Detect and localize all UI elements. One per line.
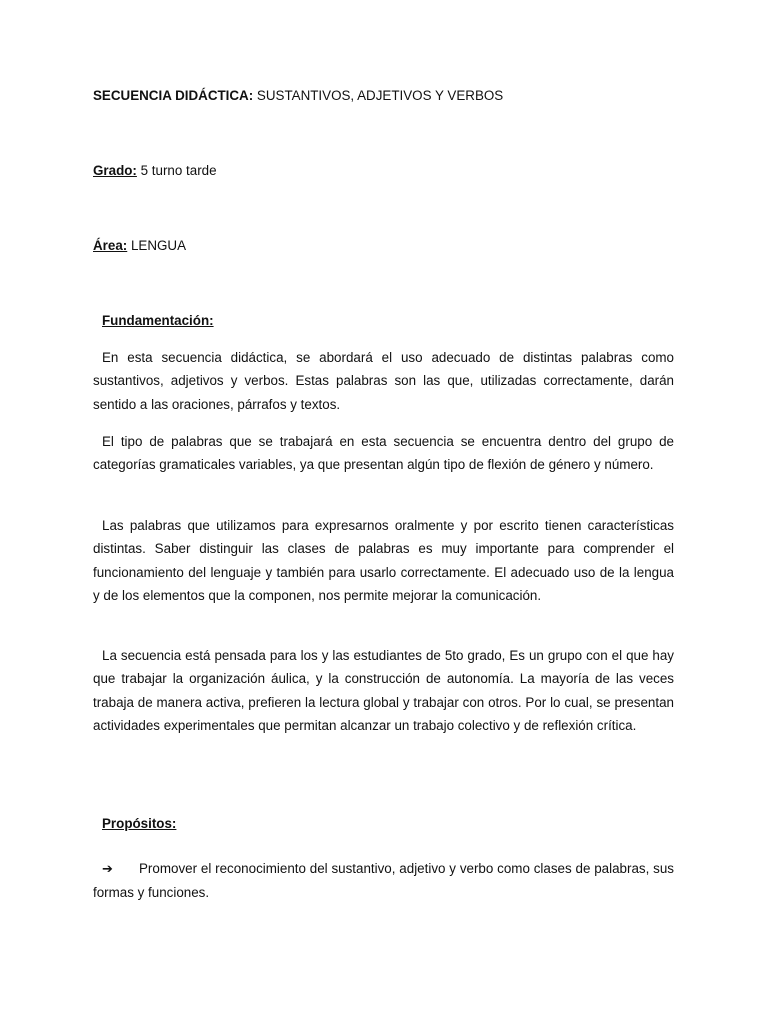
fundamentacion-paragraph-1: En esta secuencia didáctica, se abordará el uso adecuado de distintas palabras como sustantivos, adjetivos y verbos. Estas palabras son las que, utilizadas correctamente, darán sentido a las oraciones, párrafos y textos. (93, 350, 674, 412)
fundamentacion-heading: Fundamentación: (102, 313, 214, 328)
area-label: Área: (93, 238, 128, 253)
fundamentacion-paragraph-4: La secuencia está pensada para los y las estudiantes de 5to grado, Es un grupo con el que hay que trabajar la organización áulica, y la construcción de autonomía. La mayoría de las veces trabaja de manera activa, prefieren la lectura global y trabajar con otros. Por lo cual, se presentan actividades experimentales que permitan alcanzar un trabajo colectivo y de reflexión crítica. (93, 648, 674, 733)
title-value: SUSTANTIVOS, ADJETIVOS Y VERBOS (253, 88, 504, 103)
grado-line (93, 159, 217, 182)
fundamentacion-paragraph-2: El tipo de palabras que se trabajará en esta secuencia se encuentra dentro del grupo de categorías gramaticales variables, ya que presentan algún tipo de flexión de género y número. (93, 434, 674, 473)
propositos-item-text: Promover el reconocimiento del sustantivo, adjetivo y verbo como clases de palabras, sus formas y funciones. (93, 861, 674, 900)
grado-label: Grado: (93, 163, 137, 178)
document-title (93, 84, 503, 107)
area-line (93, 234, 186, 257)
arrow-bullet-icon: ➔ (102, 861, 113, 876)
grado-value: 5 turno tarde (136, 163, 217, 178)
propositos-heading: Propósitos: (102, 816, 177, 831)
fundamentacion-paragraph-3: Las palabras que utilizamos para expresarnos oralmente y por escrito tienen características distintas. Saber distinguir las clases de palabras es muy importante para comprender el funcionamiento del lenguaje y también para usarlo correctamente. El adecuado uso de la lengua y de los elementos que la componen, nos permite mejorar la comunicación. (93, 518, 674, 603)
title-label: SECUENCIA DIDÁCTICA: (93, 88, 254, 103)
propositos-item-1 (93, 857, 674, 905)
area-value: LENGUA (127, 238, 187, 253)
